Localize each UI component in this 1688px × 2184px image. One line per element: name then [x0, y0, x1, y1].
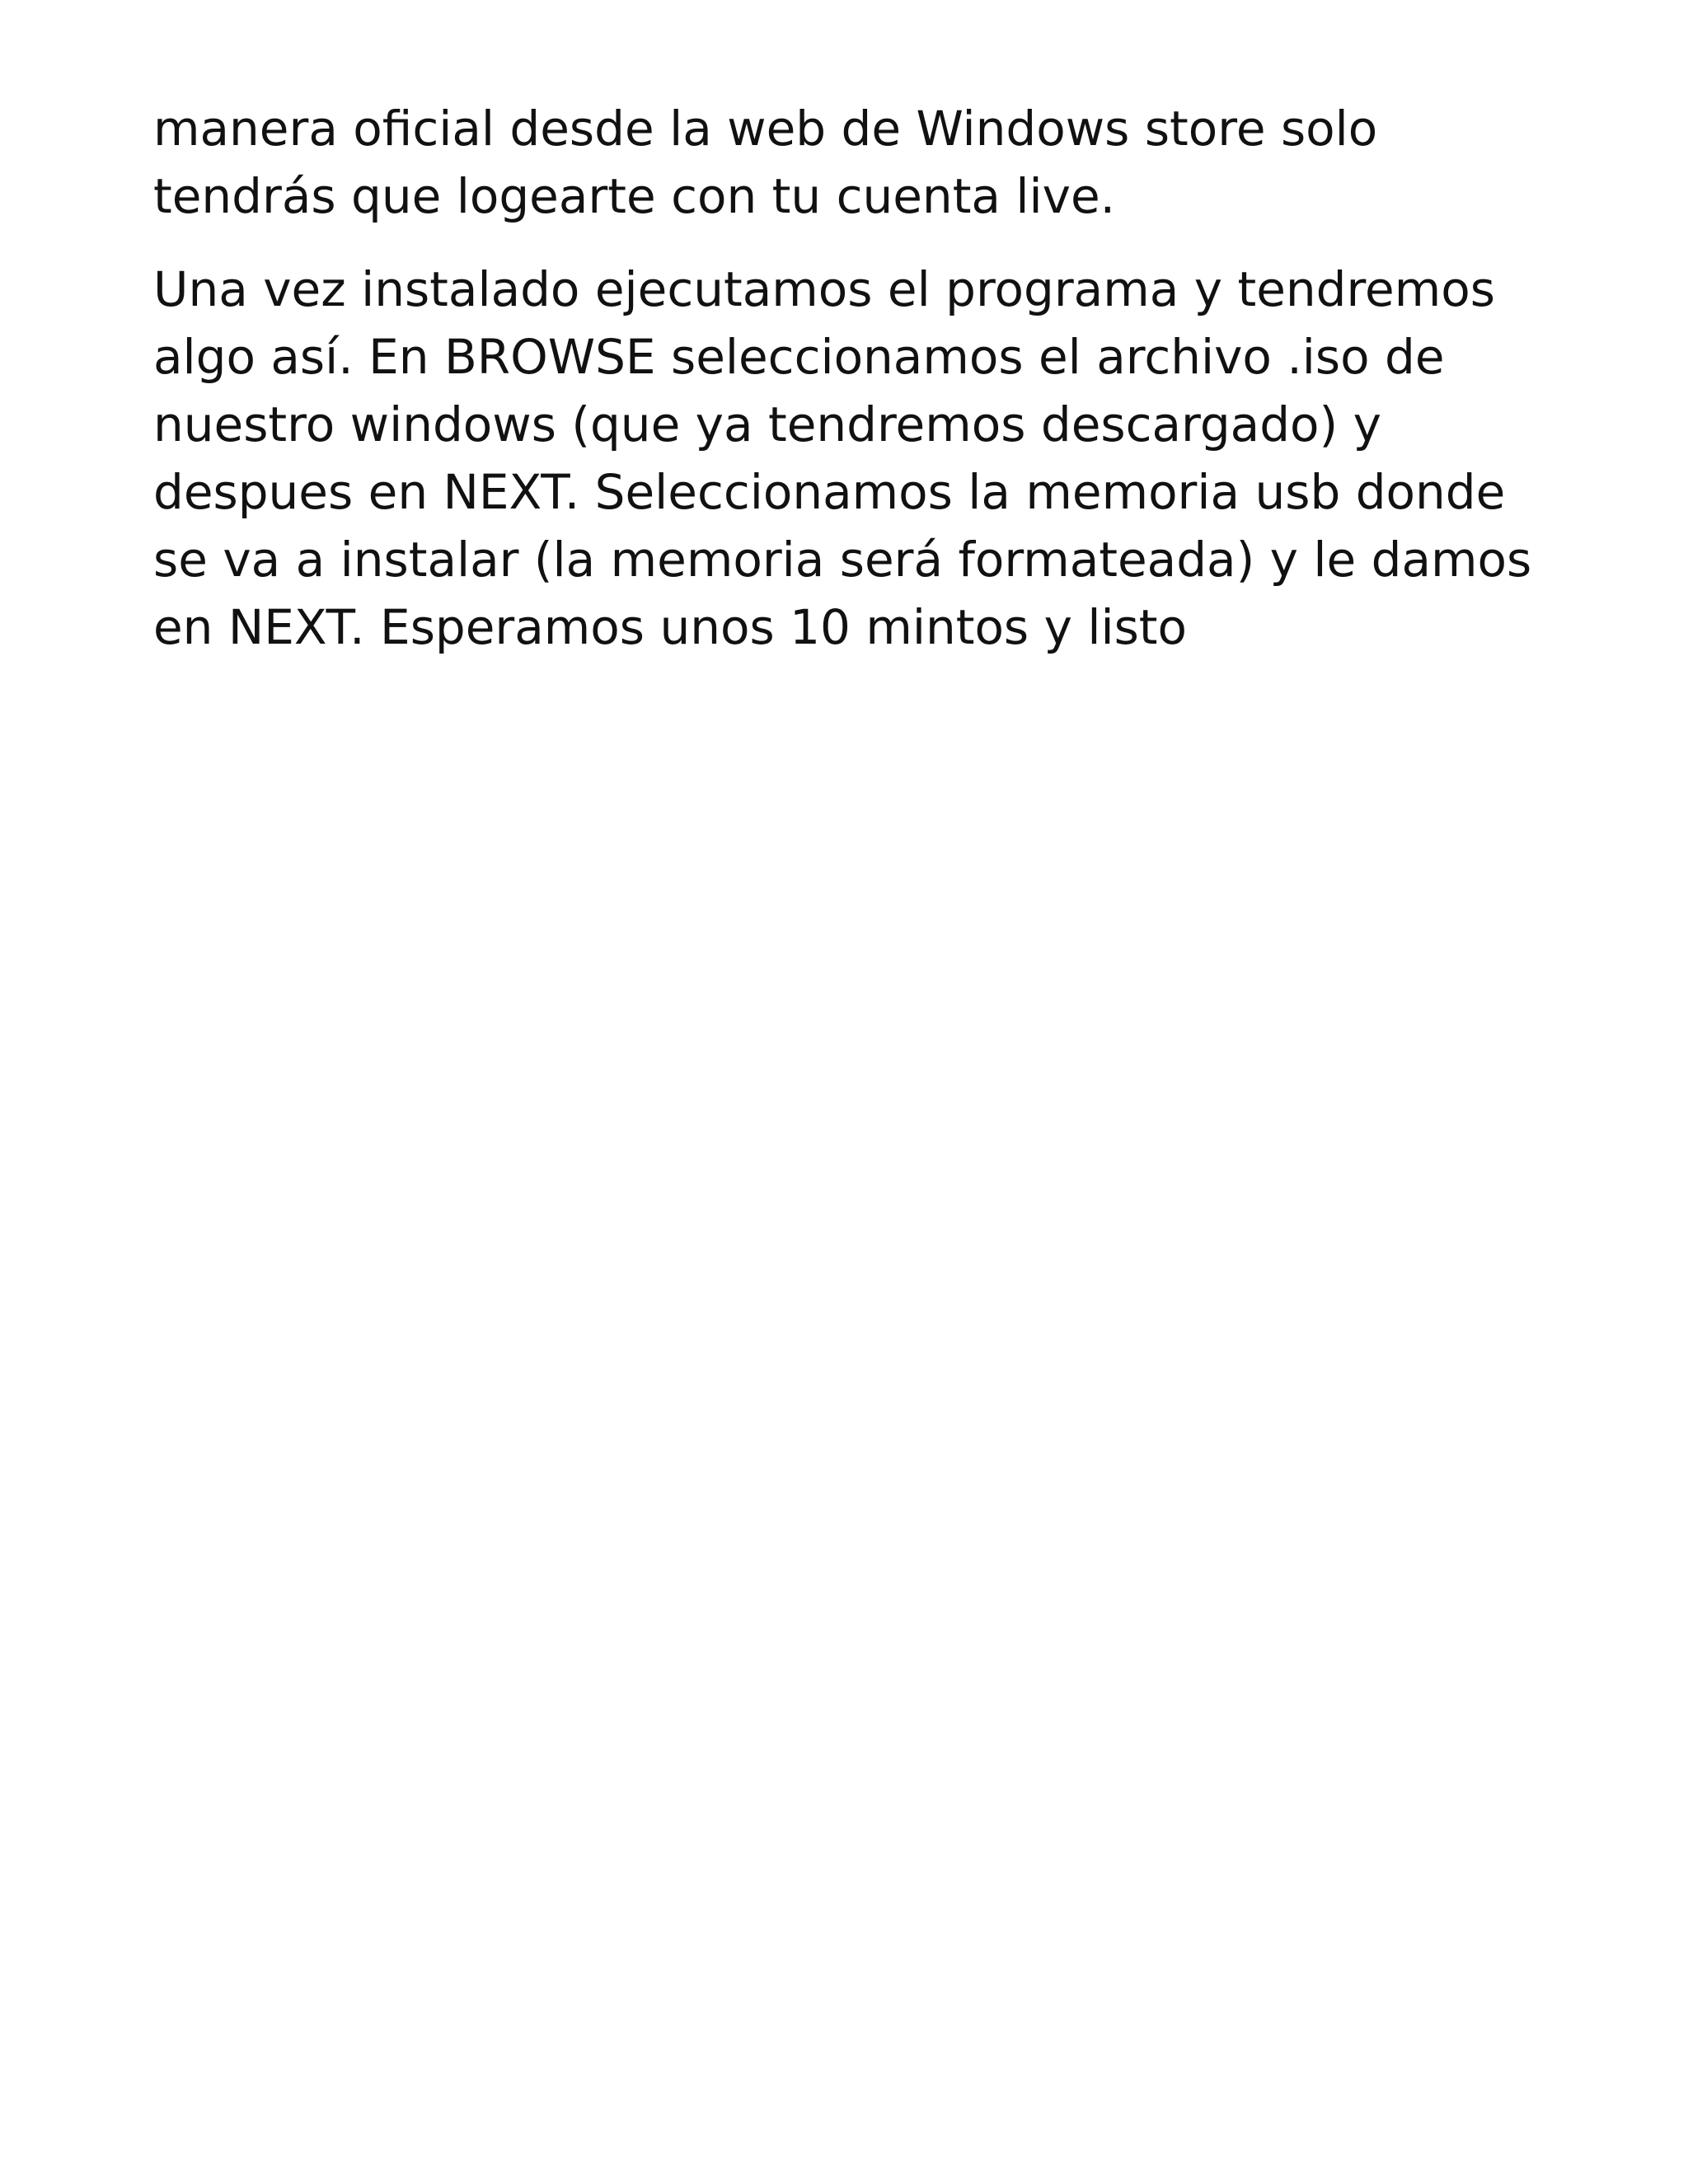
- paragraph-1-line-2: tendrás que logearte con tu cuenta live.: [153, 168, 1116, 224]
- paragraph-2: [153, 255, 1532, 661]
- paragraph-1: [153, 95, 1522, 230]
- paragraph-2-line-2: algo así. En BROWSE seleccionamos el archivo .iso de: [153, 329, 1445, 385]
- paragraph-2-line-4: despues en NEXT. Seleccionamos la memoria usb donde: [153, 464, 1506, 520]
- paragraph-2-line-1: Una vez instalado ejecutamos el programa y tendremos: [153, 261, 1495, 317]
- paragraph-2-line-6: en NEXT. Esperamos unos 10 mintos y listo: [153, 599, 1188, 655]
- paragraph-1-line-1: manera oficial desde la web de Windows store solo: [153, 101, 1378, 157]
- paragraph-2-line-3: nuestro windows (que ya tendremos descargado) y: [153, 396, 1381, 452]
- document-body: [153, 95, 1532, 661]
- paragraph-2-line-5: se va a instalar (la memoria será formateada) y le damos: [153, 532, 1532, 588]
